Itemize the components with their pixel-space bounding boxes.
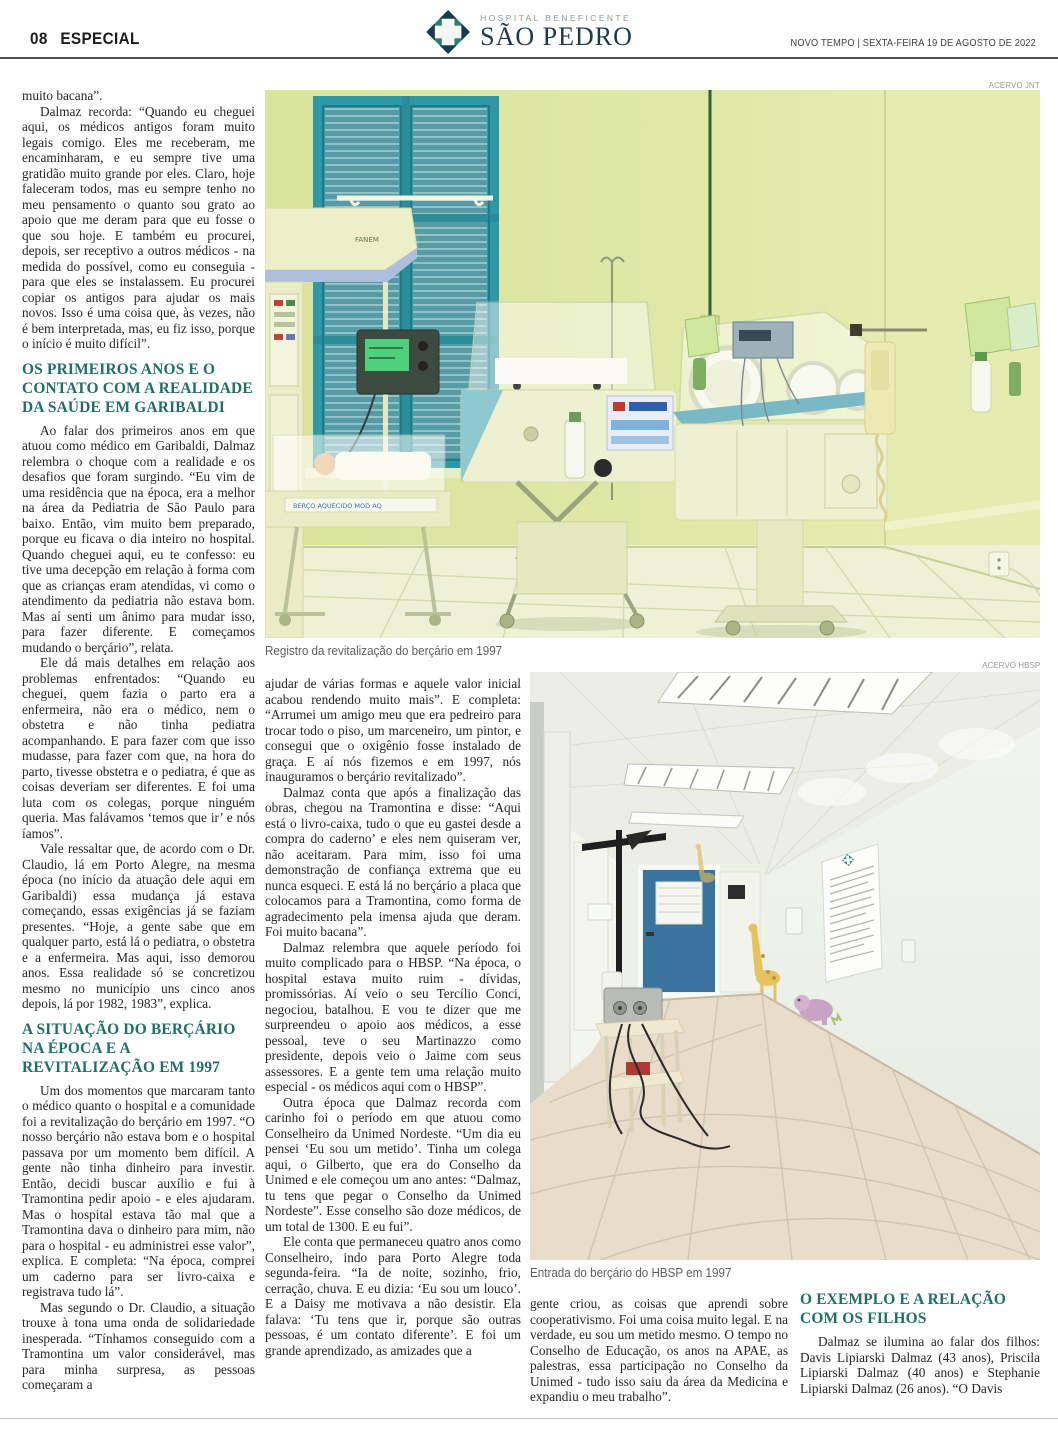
photo-nursery-1997: [265, 90, 1040, 638]
light-switch: [902, 940, 915, 962]
header-rule: [0, 57, 1058, 59]
article-paragraph: Ele dá mais detalhes em relação aos problemas enfrentados: “Quando eu cheguei, quem fazia o parto era a enfermeira, não era o médico, nem o obstetra e não tinha pediatra acompanhando. E para fazer com que isso mudasse, para fazer com que, na hora do parto, tivesse obstetra e o pediatra, é que as coisas deveriam ser diferentes. E foi uma luta com os colegas, porque ninguém queria. Mas falávamos ‘temos que ir’ e nós íamos”.: [22, 655, 255, 841]
photo2-credit: ACERVO HBSP: [981, 660, 1040, 670]
article-paragraph: gente criou, as coisas que aprendi sobre cooperativismo. Foi uma coisa muito legal. E na verdade, eu sou um metido mesmo. O tempo no Conselho de Educação, os anos na APAE, as palestras, essa participação no Conselho da Unimed - tudo isso saiu da área da Medicina e expandiu o meu trabalho”.: [530, 1296, 788, 1404]
section-heading-situacao-bercario: A SITUAÇÃO DO BERÇÁRIO NA ÉPOCA E A REVITALIZAÇÃO EM 1997: [22, 1020, 236, 1076]
article-paragraph: Ao falar dos primeiros anos em que atuou como médico em Garibaldi, Dalmaz relembra o choque com a realidade e os desafios que foram surgindo. “Eu vim de uma residência que na época, era a melhor na área da Pediatria de São Paulo para baixo. Então, vim muito bem preparado, porque eu ficava o dia inteiro no hospital. Quando cheguei aqui, eu te confesso: eu tive uma decepção em relação à forma com que as crianças eram atendidas, vi como o atendimento da pediatria não estava bom. Mas aí senti um ânimo para mudar isso, para fazer diferente. E começamos mudando o berçário”, relata.: [22, 422, 255, 655]
issue-date-line: NOVO TEMPO | SEXTA-FEIRA 19 DE AGOSTO DE 2022: [790, 37, 1036, 49]
article-paragraph: Mas segundo o Dr. Claudio, a situação trouxe à tona uma onda de solidariedade inesperada. “Tínhamos conseguido com a Tramontina um valor considerável, mas para minha surpresa, as pessoas começaram a: [22, 1299, 255, 1392]
page-number: 08: [30, 29, 48, 48]
wall-dispenser: [588, 904, 612, 920]
logo-subtitle: HOSPITAL BENEFICENTE: [480, 12, 632, 23]
section-name: ESPECIAL: [60, 29, 140, 48]
left-door-2: [574, 842, 608, 1030]
photo1-caption: Registro da revitalização do berçário em 1997: [265, 644, 503, 658]
section-heading-exemplo-filhos: O EXEMPLO E A RELAÇÃO COM OS FILHOS: [800, 1291, 1007, 1327]
article-paragraph: Outra época que Dalmaz recorda com carinho foi o período em que atuou como Conselheiro da Unimed Nordeste. “Um dia eu pensei ‘Eu sou um metido’. Tinha um colega aqui, o Gilberto, que era do Conselho da Unimed e ele começou um ano antes: “Dalmaz, tu tens que pegar o Conselho da Unimed Nordeste”. Esse conselho são doze médicos, de um total de 1300. E eu fui”.: [265, 1094, 521, 1234]
hospital-logo-text: [480, 14, 633, 51]
article-paragraph: muito bacana”.: [22, 88, 103, 103]
wall-panel: [728, 885, 745, 899]
article-paragraph: Dalmaz recorda: “Quando eu cheguei aqui, os médicos antigos foram muito legais comigo. Eles me receberam, me encaminharam, e eu sempre tive uma gratidão muito grande por eles. Claro, hoje faleceram todos, mas eu sempre tenho no meu pensamento o quanto sou grato ao apoio que me deram para que eu fosse o que sou hoje. E também eu procurei, depois, ser receptivo a outros médicos - na medida do possível, como eu conseguia - para que eles se instalassem. Eu procurei copiar os antigos para ajudar os mais novos. Isso é uma coisa que, às vezes, não é bem interpretada, mas, eu fiz isso, porque o início é muito difícil”.: [22, 103, 255, 351]
article-paragraph: Vale ressaltar que, de acordo com o Dr. Claudio, lá em Porto Alegre, na mesma época (no início da atuação dele aqui em Garibaldi) essa mudança já estava começando, essas exigências já se faziam presentes. “Hoje, a gente sabe que em qualquer parto, está lá o pediatra, o obstetra e a enfermeira. Mas aqui, isso demorou anos. Essa realidade só se concretizou mesmo no município uns cinco anos depois, lá por 1982, 1983”, explica.: [22, 841, 255, 1011]
oxygen-cylinder: [565, 420, 585, 478]
article-paragraph: Dalmaz se ilumina ao falar dos filhos: Davis Lipiarski Dalmaz (43 anos), Priscila Lipiarski Dalmaz (40 anos) e Stephanie Lipiarski Dalmaz (26 anos). “O Davis: [800, 1334, 1040, 1396]
page-header-left: [30, 29, 140, 49]
hospital-logo-icon: [425, 9, 471, 55]
section-heading-primeiros-anos: OS PRIMEIROS ANOS E O CONTATO COM A REALIDADE DA SAÚDE EM GARIBALDI: [22, 360, 253, 416]
photo2-caption: Entrada do berçário do HBSP em 1997: [530, 1266, 732, 1280]
article-paragraph: Dalmaz relembra que aquele período foi muito complicado para o HBSP. “Na época, o hospital estava muito ruim - dívidas, promissórias. Aí veio o seu Tercílio Conci, negociou, batalhou. E vou te dizer que me surpreendeu o apoio aos médicos, a esse pessoal, teve o seu Martinazzo como presidente, depois veio o Jaime com seus assessores. E a gente tem uma relação muito especial - os médicos aqui com o HBSP”.: [265, 939, 521, 1094]
blue-door: [640, 867, 718, 995]
article-paragraph: Dalmaz conta que após a finalização das obras, chegou na Tramontina e disse: “Aqui está o livro-caixa, tudo o que eu gastei desde a compra do caderno’ e eles nem quiseram ver, não aceitaram. Para mim, isso foi uma demonstração de confiança extrema que eu nunca esqueci. E está lá no berçário a placa que colocamos para a Tramontina, como forma de agradecimento pela imensa ajuda que deram. Foi muito bacana”.: [265, 784, 521, 939]
left-door-edge: [530, 702, 544, 1132]
page-bottom-rule: [0, 1418, 1058, 1419]
cart-device: [604, 988, 662, 1024]
article-paragraph: Um dos momentos que marcaram tanto o médico quanto o hospital e a comunidade foi a revitalização do berçário em 1997. “O nosso berçário não estava bom e o hospital passava por um momento bem difícil. A gente não tinha dinheiro para investir. Então, decidi buscar auxílio e fui à Tramontina pedir apoio - e eles ajudaram. Mas o hospital estava tão mal que a Tramontina dava o dinheiro para mim, não para o hospital - eu administrei esse valor”, explica. E completa: “Na época, comprei um caderno para ser livro-caixa e registrava tudo lá”.: [22, 1082, 255, 1299]
logo-title: SÃO PEDRO: [480, 22, 633, 52]
intercom: [786, 908, 802, 934]
warmer-model-label: BERÇO AQUECIDO MOD AQ: [293, 502, 382, 510]
hospital-logo: [425, 9, 633, 55]
photo-corridor-1997: [530, 672, 1040, 1260]
wall-poster: [822, 844, 882, 982]
article-column-3: [530, 1296, 788, 1405]
article-column-2: [265, 676, 521, 1358]
article-paragraph: Ele conta que permaneceu quatro anos como Conselheiro, indo para Porto Alegre toda segunda-feira. “Ia de noite, sozinho, frio, cerração, chuva. E eu dizia: ‘Eu sou um louco’. E a Daisy me motivava a não desistir. Ela falava: ‘Tu tens que ir, porque são outras pessoas, é um contato diferente’. E foi um grande aprendizado, as amizades que a: [265, 1234, 521, 1358]
article-column-4: [800, 1290, 1040, 1396]
warmer-brand-label: FANEM: [355, 236, 379, 244]
nursery-floor: [265, 545, 1040, 638]
left-door: [544, 732, 570, 1082]
photo1-credit: ACERVO JNT: [988, 80, 1040, 90]
incubator-pedestal: [757, 520, 803, 606]
article-paragraph: ajudar de várias formas e aquele valor inicial acabou rendendo muito mais”. E completa: “Arrumei um amigo meu que era pedreiro para trocar todo o piso, um marceneiro, um pintor, e consegui que o oxigênio fosse instalado de graça. E aí nós fizemos e em 1997, nós inauguramos o berçário revitalizado”.: [265, 676, 521, 784]
article-column-1: [22, 88, 255, 1393]
incubator-control-panel: [607, 396, 673, 450]
door-handle: [646, 932, 654, 936]
warmer-bassinet: [265, 435, 451, 527]
